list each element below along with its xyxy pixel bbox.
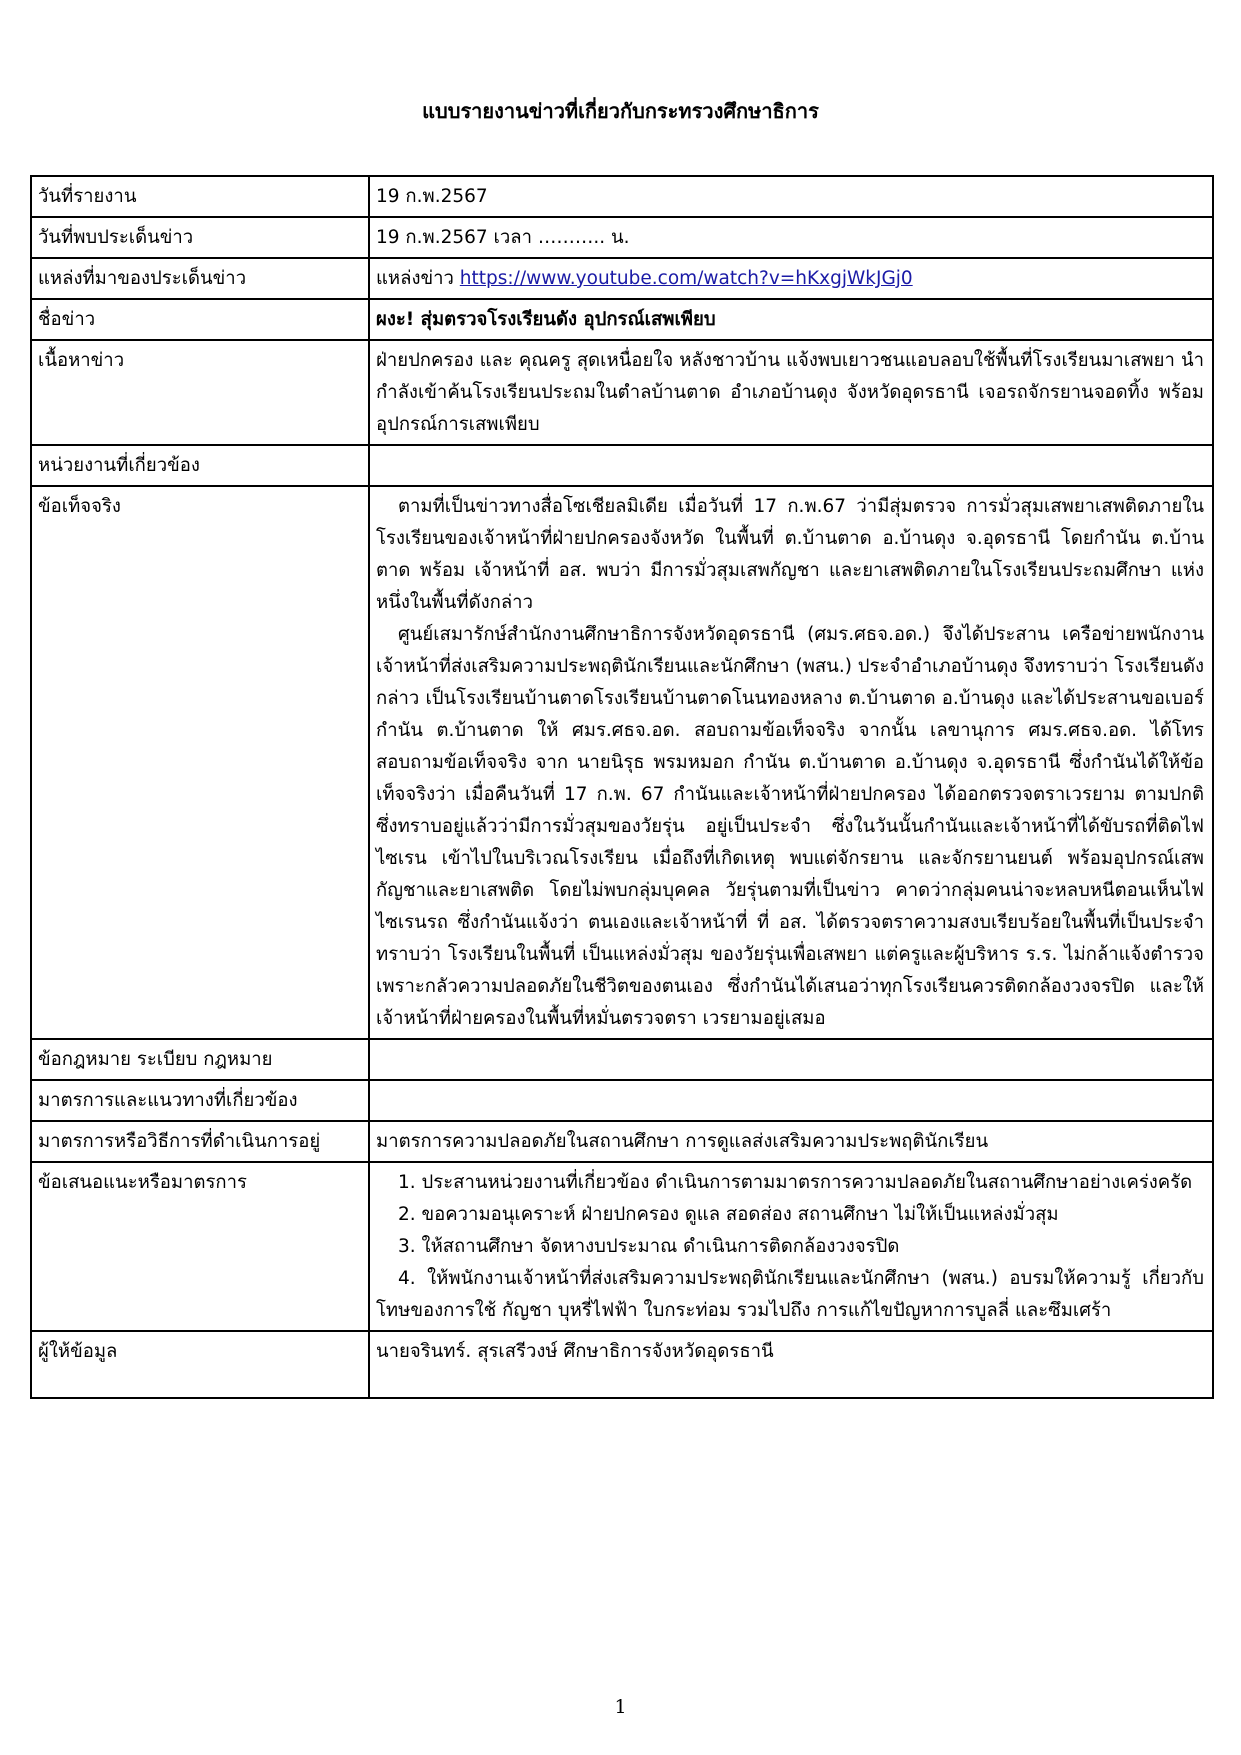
row-laws <box>31 1039 1213 1080</box>
row-measures <box>31 1121 1213 1162</box>
source-link[interactable]: https://www.youtube.com/watch?v=hKxgjWkJGj0 <box>459 268 913 289</box>
row-label: แหล่งที่มาของประเด็นข่าว <box>31 258 369 299</box>
row-report-date <box>31 176 1213 217</box>
row-content <box>31 340 1213 445</box>
row-value <box>369 445 1213 486</box>
facts-paragraph: ศูนย์เสมารักษ์สำนักงานศึกษาธิการจังหวัดอุดรธานี (ศมร.ศธจ.อด.) จึงได้ประสาน เครือข่ายพนักงานเจ้าหน้าที่ส่งเสริมความประพฤตินักเรียนและนักศึกษา (พสน.) ประจำอำเภอบ้านดุง จึงทราบว่า โรงเรียนดังกล่าว เป็นโรงเรียนบ้านตาดโรงเรียนบ้านตาดโนนทองหลาง ต.บ้านตาด อ.บ้านดุง และได้ประสานขอเบอร์กำนัน ต.บ้านตาด ให้ ศมร.ศธจ.อด. สอบถามข้อเท็จจริง จากนั้น เลขานุการ ศมร.ศธจ.อด. ได้โทรสอบถามข้อเท็จจริง จาก นายนิรุธ พรมหมอก กำนัน ต.บ้านตาด อ.บ้านดุง จ.อุดรธานี ซึ่งกำนันได้ให้ข้อเท็จจริงว่า เมื่อคืนวันที่ 17 ก.พ. 67 กำนันและเจ้าหน้าที่ฝ่ายปกครอง ได้ออกตรวจตราเวรยาม ตามปกติ ซึ่งทราบอยู่แล้วว่ามีการมั่วสุมของวัยรุ่น อยู่เป็นประจำ ซึ่งในวันนั้นกำนันและเจ้าหน้าที่ได้ขับรถที่ติดไฟไซเรน เข้าไปในบริเวณโรงเรียน เมื่อถึงที่เกิดเหตุ พบแต่จักรยาน และจักรยานยนต์ พร้อมอุปกรณ์เสพกัญชาและยาเสพติด โดยไม่พบกลุ่มบุคคล วัยรุ่นตามที่เป็นข่าว คาดว่ากลุ่มคนน่าจะหลบหนีตอนเห็นไฟไซเรนรถ ซึ่งกำนันแจ้งว่า ตนเองและเจ้าหน้าที่ ที่ อส. ได้ตรวจตราความสงบเรียบร้อยในพื้นที่เป็นประจำ ทราบว่า โรงเรียนในพื้นที่ เป็นแหล่งมั่วสุม ของวัยรุ่นเพื่อเสพยา แต่ครูและผู้บริหาร ร.ร. ไม่กล้าแจ้งตำรวจ เพราะกลัวความปลอดภัยในชีวิตของตนเอง ซึ่งกำนันได้เสนอว่าทุกโรงเรียนควรติดกล้องวงจรปิด และให้เจ้าหน้าที่ฝ่ายครองในพื้นที่หมั่นตรวจตรา เวรยามอยู่เสมอ <box>376 624 1204 1029</box>
row-found-date <box>31 217 1213 258</box>
row-label: หน่วยงานที่เกี่ยวข้อง <box>31 445 369 486</box>
row-label: ข้อกฎหมาย ระเบียบ กฎหมาย <box>31 1039 369 1080</box>
recommendation-item: 3. ให้สถานศึกษา จัดหางบประมาณ ดำเนินการติดกล้องวงจรปิด <box>398 1236 900 1257</box>
row-headline <box>31 299 1213 340</box>
row-value: ผงะ! สุ่มตรวจโรงเรียนดัง อุปกรณ์เสพเพียบ <box>369 299 1213 340</box>
row-guidelines <box>31 1080 1213 1121</box>
row-label: ข้อเท็จจริง <box>31 486 369 1039</box>
row-value <box>369 1080 1213 1121</box>
row-label: มาตรการและแนวทางที่เกี่ยวข้อง <box>31 1080 369 1121</box>
row-label: วันที่พบประเด็นข่าว <box>31 217 369 258</box>
document-title: แบบรายงานข่าวที่เกี่ยวกับกระทรวงศึกษาธิการ <box>422 99 819 123</box>
row-label: มาตรการหรือวิธีการที่ดำเนินการอยู่ <box>31 1121 369 1162</box>
row-label: ผู้ให้ข้อมูล <box>31 1331 369 1398</box>
row-value <box>369 1162 1213 1331</box>
row-label: วันที่รายงาน <box>31 176 369 217</box>
page-number: 1 <box>614 1696 627 1718</box>
row-value <box>369 258 1213 299</box>
row-value: นายจรินทร์. สุรเสรีวงษ์ ศึกษาธิการจังหวัดอุดรธานี <box>369 1331 1213 1398</box>
row-value: 19 ก.พ.2567 <box>369 176 1213 217</box>
row-value <box>369 1039 1213 1080</box>
facts-paragraph: ตามที่เป็นข่าวทางสื่อโซเชียลมิเดีย เมื่อวันที่ 17 ก.พ.67 ว่ามีสุ่มตรวจ การมั่วสุมเสพยาเสพติดภายในโรงเรียนของเจ้าหน้าที่ฝ่ายปกครองจังหวัด ในพื้นที่ ต.บ้านตาด อ.บ้านดุง จ.อุดรธานี โดยกำนัน ต.บ้านตาด พร้อม เจ้าหน้าที่ อส. พบว่า มีการมั่วสุมเสพกัญชา และยาเสพติดภายในโรงเรียนประถมศึกษา แห่งหนึ่งในพื้นที่ดังกล่าว <box>376 496 1204 613</box>
row-label: ชื่อข่าว <box>31 299 369 340</box>
row-value: ฝ่ายปกครอง และ คุณครู สุดเหนื่อยใจ หลังชาวบ้าน แจ้งพบเยาวชนแอบลอบใช้พื้นที่โรงเรียนมาเสพยา นำกำลังเข้าค้นโรงเรียนประถมในตำลบ้านตาด อำเภอบ้านดุง จังหวัดอุดรธานี เจอรถจักรยานจอดทิ้ง พร้อมอุปกรณ์การเสพเพียบ <box>369 340 1213 445</box>
recommendation-item: 2. ขอความอนุเคราะห์ ฝ่ายปกครอง ดูแล สอดส่อง สถานศึกษา ไม่ให้เป็นแหล่งมั่วสุม <box>398 1204 1059 1225</box>
row-value <box>369 486 1213 1039</box>
row-facts <box>31 486 1213 1039</box>
row-value: มาตรการความปลอดภัยในสถานศึกษา การดูแลส่งเสริมความประพฤตินักเรียน <box>369 1121 1213 1162</box>
recommendation-item: 4. ให้พนักงานเจ้าหน้าที่ส่งเสริมความประพฤตินักเรียนและนักศึกษา (พสน.) อบรมให้ความรู้ เกี่ยวกับ โทษของการใช้ กัญชา บุหรี่ไฟฟ้า ใบกระท่อม รวมไปถึง การแก้ไขปัญหาการบูลลี่ และซึมเศร้า <box>376 1268 1204 1321</box>
report-table <box>30 175 1214 1399</box>
row-source <box>31 258 1213 299</box>
row-agencies <box>31 445 1213 486</box>
row-informant <box>31 1331 1213 1398</box>
row-label: ข้อเสนอแนะหรือมาตรการ <box>31 1162 369 1331</box>
row-value: 19 ก.พ.2567 เวลา ……….. น. <box>369 217 1213 258</box>
recommendation-item: 1. ประสานหน่วยงานที่เกี่ยวข้อง ดำเนินการตามมาตรการความปลอดภัยในสถานศึกษาอย่างเคร่งครัด <box>398 1172 1193 1193</box>
source-prefix: แหล่งข่าว <box>376 268 460 289</box>
row-recommendations <box>31 1162 1213 1331</box>
row-label: เนื้อหาข่าว <box>31 340 369 445</box>
